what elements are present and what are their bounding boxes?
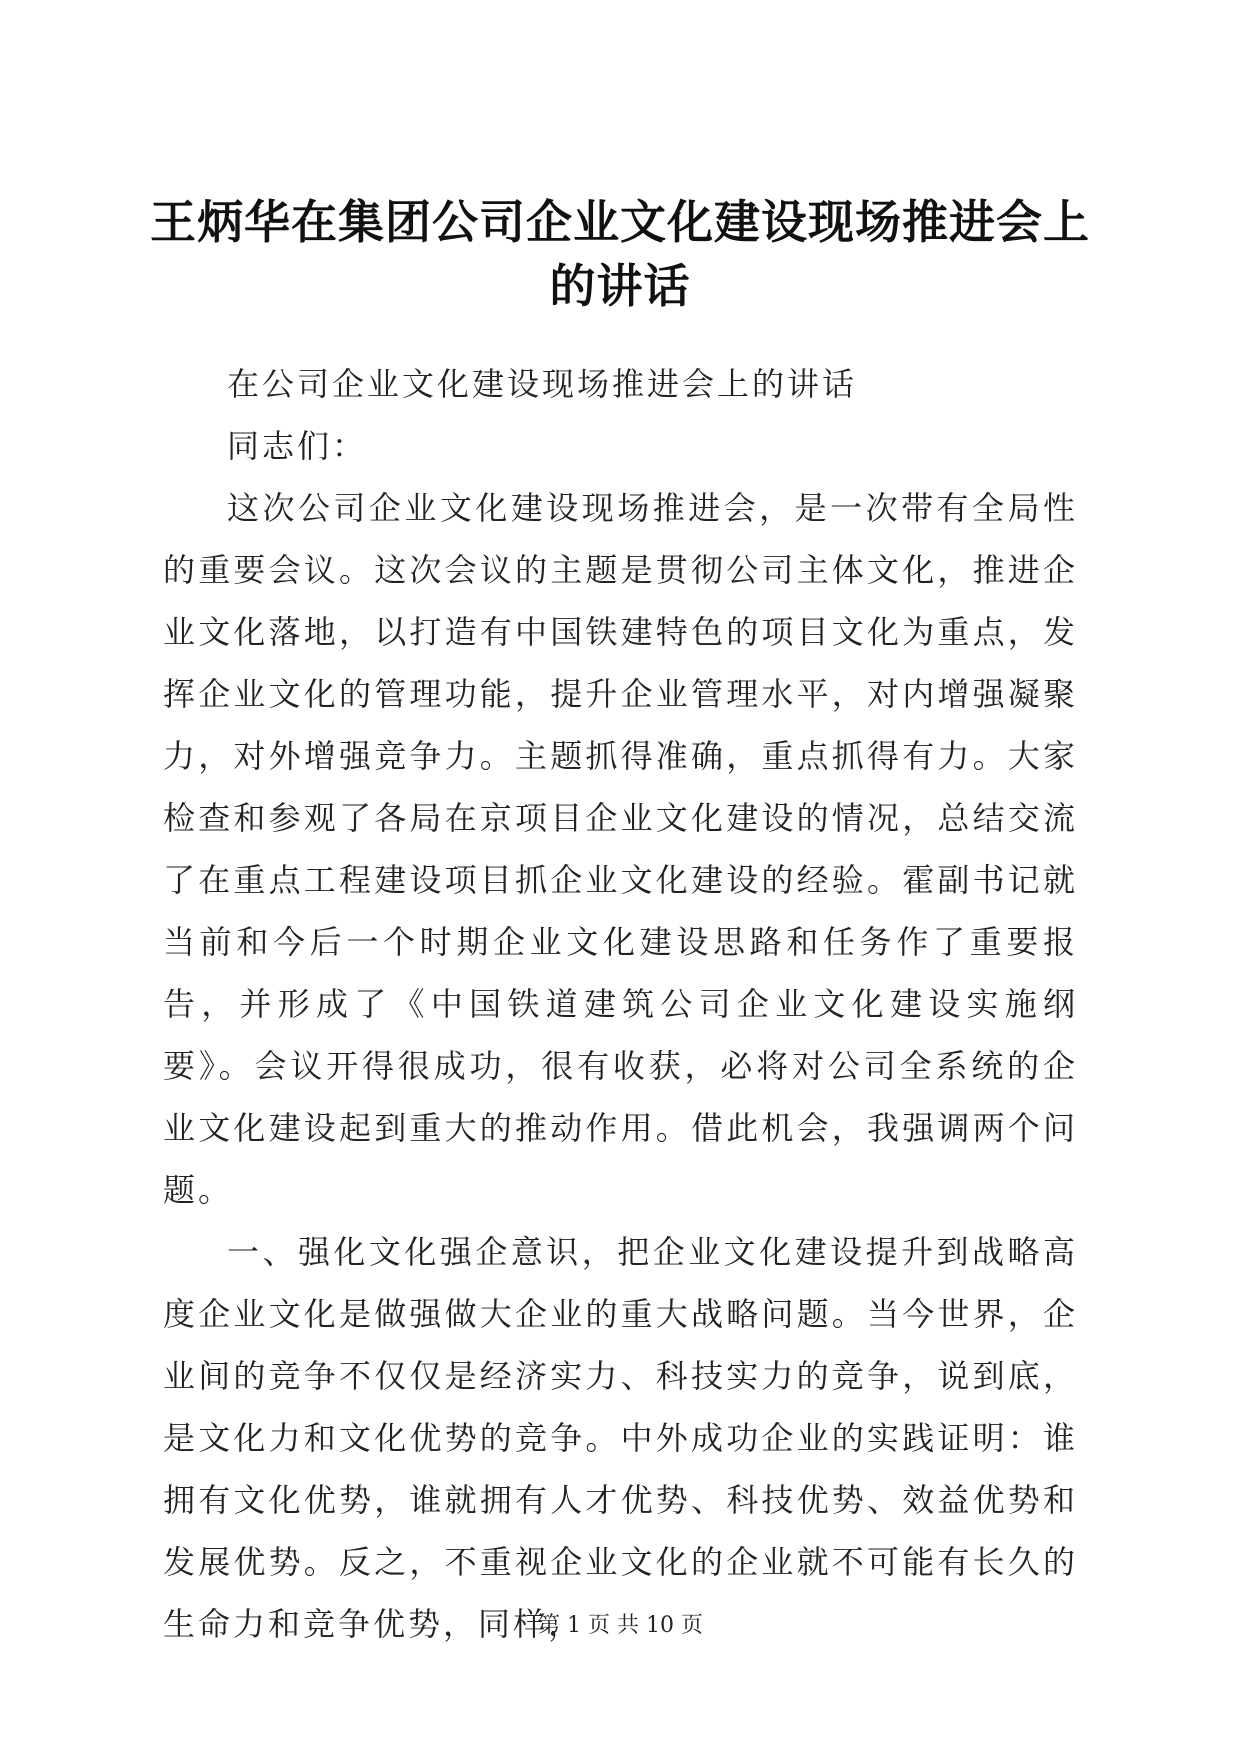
paragraph-intro: 这次公司企业文化建设现场推进会，是一次带有全局性的重要会议。这次会议的主题是贯彻公司主体文化，推进企业文化落地，以打造有中国铁建特色的项目文化为重点，发挥企业文化的管理功能，提升企业管理水平，对内增强凝聚力，对外增强竞争力。主题抓得准确，重点抓得有力。大家检查和参观了各局在京项目企业文化建设的情况，总结交流了在重点工程建设项目抓企业文化建设的经验。霍副书记就当前和今后一个时期企业文化建设思路和任务作了重要报告，并形成了《中国铁道建筑公司企业文化建设实施纲要》。会议开得很成功，很有收获，必将对公司全系统的企业文化建设起到重大的推动作用。借此机会，我强调两个问题。: [163, 489, 1078, 1209]
document-body: [163, 353, 1078, 1655]
paragraph-section-one: 一、强化文化强企意识，把企业文化建设提升到战略高度企业文化是做强做大企业的重大战略问题。当今世界，企业间的竞争不仅仅是经济实力、科技实力的竞争，说到底，是文化力和文化优势的竞争。中外成功企业的实践证明：谁拥有文化优势，谁就拥有人才优势、科技优势、效益优势和发展优势。反之，不重视企业文化的企业就不可能有长久的生命力和竞争优势，同样，: [163, 1233, 1078, 1643]
paragraph-subtitle: 在公司企业文化建设现场推进会上的讲话: [227, 365, 858, 403]
page-number-footer: 第 1 页 共 10 页: [538, 1613, 703, 1638]
paragraph-salutation: 同志们：: [227, 427, 368, 465]
document-title: 王炳华在集团公司企业文化建设现场推进会上的讲话: [150, 195, 1090, 313]
